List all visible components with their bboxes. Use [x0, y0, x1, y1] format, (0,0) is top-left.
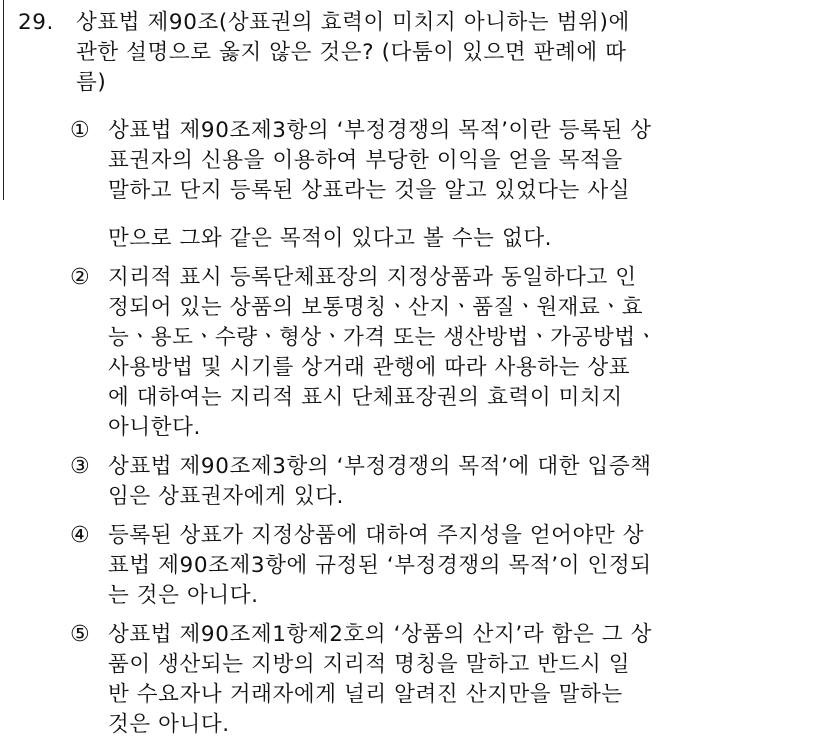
option-line: 상표법 제90조제3항의 ‘부정경쟁의 목적’에 대한 입증책 [108, 454, 652, 479]
option-3[interactable] [70, 452, 818, 512]
option-line: 상표법 제90조제1항제2호의 ‘상품의 산지’라 함은 그 상 [108, 622, 652, 647]
option-text [108, 452, 818, 512]
option-text [108, 620, 818, 740]
option-line: 임은 상표권자에게 있다. [108, 484, 344, 509]
option-5[interactable] [70, 620, 818, 740]
question-text [76, 8, 818, 98]
option-marker: ⑤ [70, 622, 91, 647]
option-line: 등록된 상표가 지정상품에 대하여 주지성을 얻어야만 상 [108, 523, 645, 548]
option-marker: ④ [70, 523, 91, 548]
option-line: 것은 아니다. [108, 712, 230, 737]
question-stem [18, 8, 818, 98]
option-line: 표법 제90조제3항에 규정된 ‘부정경쟁의 목적’이 인정되 [108, 553, 652, 578]
option-line: 반 수요자나 거래자에게 널리 알려진 산지만을 말하는 [108, 682, 623, 707]
question-number: 29. [18, 10, 54, 35]
option-marker: ③ [70, 454, 91, 479]
option-line: 만으로 그와 같은 목적이 있다고 볼 수는 없다. [108, 226, 553, 251]
option-line: 상표법 제90조제3항의 ‘부정경쟁의 목적’이란 등록된 상 [108, 118, 652, 143]
option-line: 아니한다. [108, 415, 201, 440]
left-margin-rule [3, 0, 4, 200]
option-marker: ① [70, 118, 91, 143]
option-line: 사용방법 및 시기를 상거래 관행에 따라 사용하는 상표 [108, 355, 631, 380]
option-line: 능ㆍ용도ㆍ수량ㆍ형상ㆍ가격 또는 생산방법ㆍ가공방법ㆍ [108, 325, 658, 350]
option-line: 품이 생산되는 지방의 지리적 명칭을 말하고 반드시 일 [108, 652, 631, 677]
option-text [108, 521, 818, 611]
option-line: 는 것은 아니다. [108, 583, 259, 608]
question-block [18, 8, 818, 749]
option-marker: ② [70, 265, 91, 290]
question-line: 관한 설명으로 옳지 않은 것은? (다툼이 있으면 판례에 따 [76, 40, 627, 65]
option-line: 정되어 있는 상품의 보통명칭ㆍ산지ㆍ품질ㆍ원재료ㆍ효 [108, 295, 644, 320]
question-line: 름) [76, 70, 107, 95]
option-line: 표권자의 신용을 이용하여 부당한 이익을 얻을 목적을 [108, 148, 623, 173]
option-line: 말하고 단지 등록된 상표라는 것을 알고 있었다는 사실 [108, 178, 631, 203]
option-text [108, 116, 818, 254]
option-line: 지리적 표시 등록단체표장의 지정상품과 동일하다고 인 [108, 265, 637, 290]
answer-options [18, 116, 818, 740]
option-1[interactable] [70, 116, 818, 254]
option-2[interactable] [70, 263, 818, 443]
option-line: 에 대하여는 지리적 표시 단체표장권의 효력이 미치지 [108, 385, 623, 410]
option-4[interactable] [70, 521, 818, 611]
question-line: 상표법 제90조(상표권의 효력이 미치지 아니하는 범위)에 [76, 10, 630, 35]
option-text [108, 263, 818, 443]
